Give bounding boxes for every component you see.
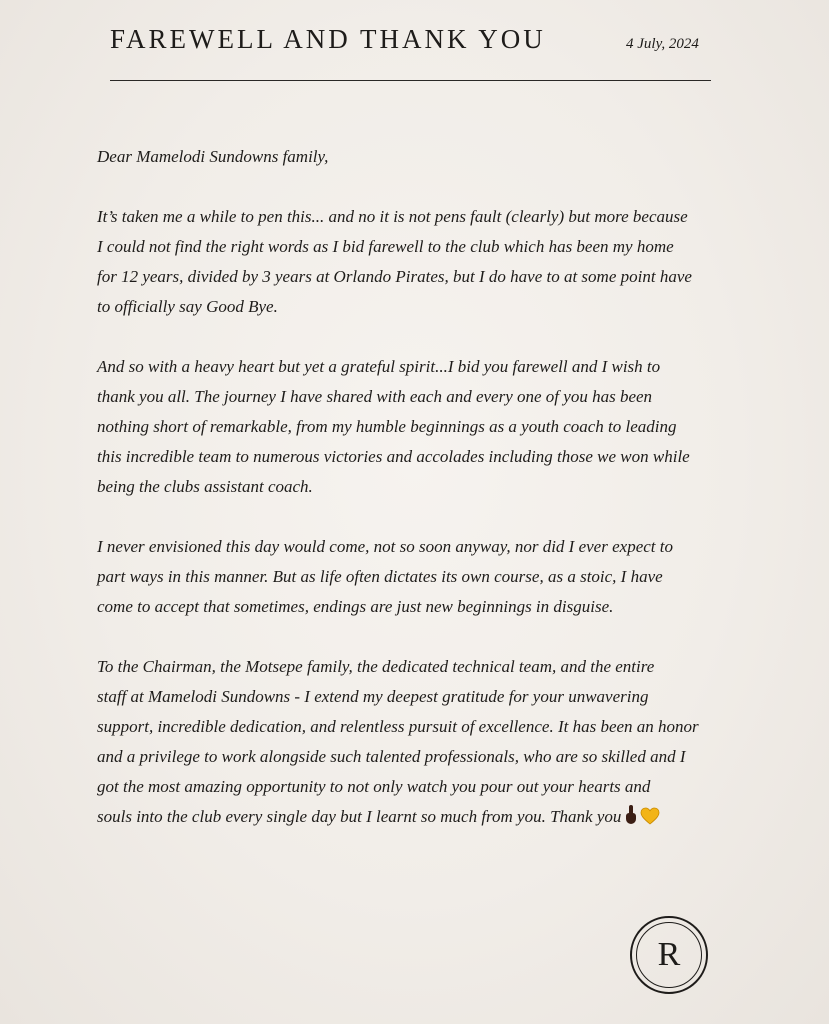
pointing-up-hand-icon <box>624 805 638 825</box>
letter-date: 4 July, 2024 <box>626 36 699 52</box>
text-line: thank you all. The journey I have shared with each and every one of you has been <box>97 387 653 406</box>
header-divider <box>110 80 711 81</box>
text-line: this incredible team to numerous victories and accolades including those we won while <box>97 447 690 466</box>
monogram-letter: R <box>657 936 681 973</box>
closing-text: souls into the club every single day but I learnt so much from you. Thank you <box>97 807 622 826</box>
letter-greeting <box>97 142 777 172</box>
text-line-last <box>97 802 777 835</box>
text-line: To the Chairman, the Motsepe family, the dedicated technical team, and the entire <box>97 657 655 676</box>
text-line: got the most amazing opportunity to not only watch you pour out your hearts and <box>97 777 651 796</box>
paragraph-2 <box>97 352 777 502</box>
monogram-seal <box>630 916 708 994</box>
text-line: I never envisioned this day would come, not so soon anyway, nor did I ever expect to <box>97 537 673 556</box>
paragraph-3 <box>97 532 777 622</box>
text-line: And so with a heavy heart but yet a grateful spirit...I bid you farewell and I wish to <box>97 357 661 376</box>
paragraph-4 <box>97 652 777 835</box>
text-line: staff at Mamelodi Sundowns - I extend my deepest gratitude for your unwavering <box>97 687 649 706</box>
text-line: nothing short of remarkable, from my humble beginnings as a youth coach to leading <box>97 417 677 436</box>
text-line: being the clubs assistant coach. <box>97 477 313 496</box>
emoji-group <box>624 805 660 835</box>
text-line: to officially say Good Bye. <box>97 297 278 316</box>
text-line: Dear Mamelodi Sundowns family, <box>97 147 329 166</box>
text-line: It’s taken me a while to pen this... and no it is not pens fault (clearly) but more because <box>97 207 688 226</box>
yellow-heart-icon <box>640 805 660 823</box>
paragraph-1 <box>97 202 777 322</box>
text-line: support, incredible dedication, and relentless pursuit of excellence. It has been an honor <box>97 717 699 736</box>
text-line: and a privilege to work alongside such talented professionals, who are so skilled and I <box>97 747 686 766</box>
letter-body <box>97 142 777 865</box>
text-line: part ways in this manner. But as life often dictates its own course, as a stoic, I have <box>97 567 663 586</box>
text-line: come to accept that sometimes, endings are just new beginnings in disguise. <box>97 597 614 616</box>
letter-title: FAREWELL AND THANK YOU <box>110 24 546 54</box>
text-line: I could not find the right words as I bid farewell to the club which has been my home <box>97 237 674 256</box>
text-line: for 12 years, divided by 3 years at Orlando Pirates, but I do have to at some point have <box>97 267 692 286</box>
